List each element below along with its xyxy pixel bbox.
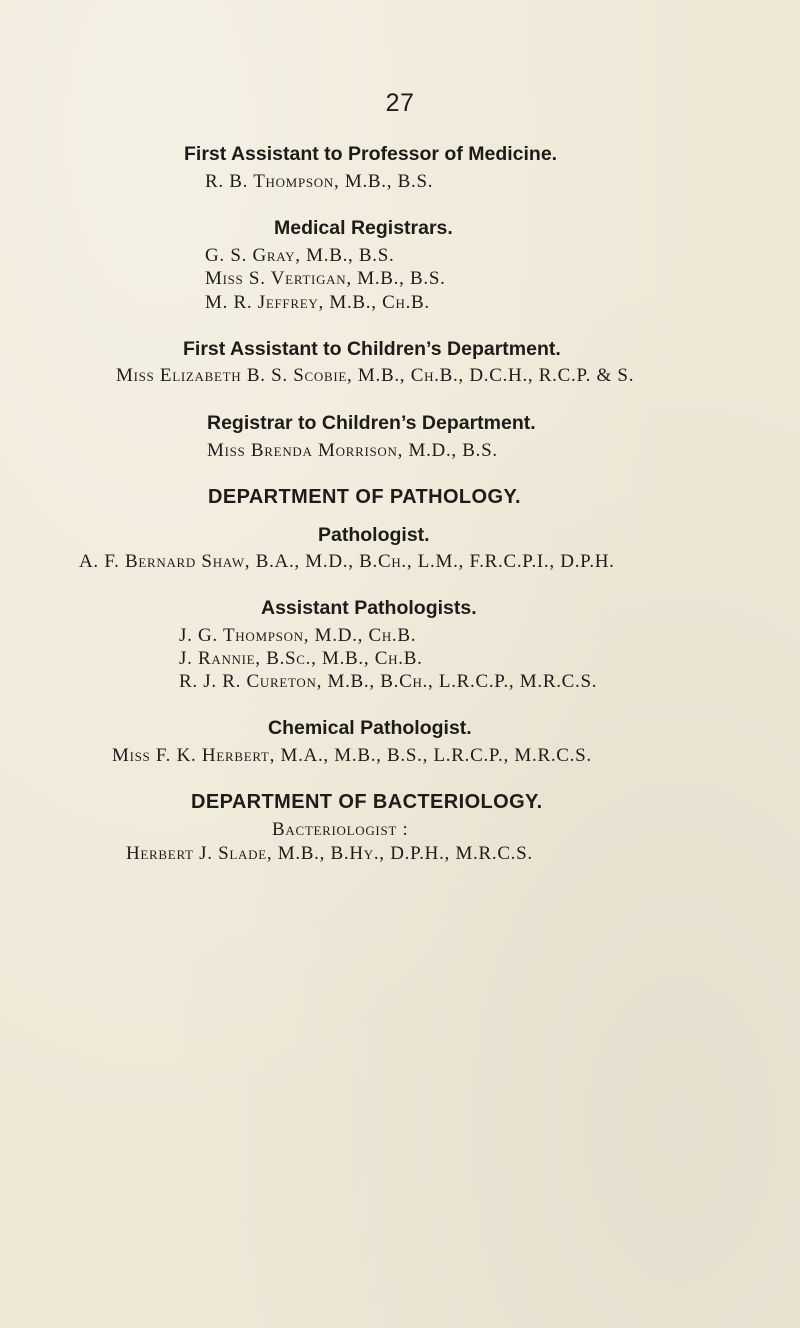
heading-medical-registrars: Medical Registrars. <box>274 217 453 239</box>
name-jeffrey: M. R. Jeffrey, M.B., Ch.B. <box>205 292 430 313</box>
heading-chemical-pathologist: Chemical Pathologist. <box>268 717 472 739</box>
name-morrison: Miss Brenda Morrison, M.D., B.S. <box>207 440 498 461</box>
name-scobie: Miss Elizabeth B. S. Scobie, M.B., Ch.B., D.C.H., R.C.P. & S. <box>116 365 635 386</box>
department-bacteriology-title: DEPARTMENT OF BACTERIOLOGY. <box>191 791 543 813</box>
name-shaw: A. F. Bernard Shaw, B.A., M.D., B.Ch., L.M., F.R.C.P.I., D.P.H. <box>79 551 615 572</box>
name-gray: G. S. Gray, M.B., B.S. <box>205 245 395 266</box>
heading-bacteriologist: Bacteriologist : <box>272 819 409 840</box>
name-herbert: Miss F. K. Herbert, M.A., M.B., B.S., L.R.C.P., M.R.C.S. <box>112 745 592 766</box>
page-number: 27 <box>385 89 415 117</box>
name-slade: Herbert J. Slade, M.B., B.Hy., D.P.H., M.R.C.S. <box>126 843 533 864</box>
name-thompson-jg: J. G. Thompson, M.D., Ch.B. <box>179 625 417 646</box>
heading-pathologist: Pathologist. <box>318 524 430 546</box>
department-pathology-title: DEPARTMENT OF PATHOLOGY. <box>208 486 521 508</box>
name-vertigan: Miss S. Vertigan, M.B., B.S. <box>205 268 446 289</box>
name-cureton: R. J. R. Cureton, M.B., B.Ch., L.R.C.P., M.R.C.S. <box>179 671 598 692</box>
heading-first-assistant-medicine: First Assistant to Professor of Medicine. <box>184 143 558 165</box>
heading-assistant-pathologists: Assistant Pathologists. <box>261 597 477 619</box>
heading-registrar-children: Registrar to Children’s Department. <box>207 412 536 434</box>
heading-first-assistant-children: First Assistant to Children’s Department. <box>183 338 561 360</box>
name-thompson-rb: R. B. Thompson, M.B., B.S. <box>205 171 434 192</box>
name-rannie: J. Rannie, B.Sc., M.B., Ch.B. <box>179 648 423 669</box>
